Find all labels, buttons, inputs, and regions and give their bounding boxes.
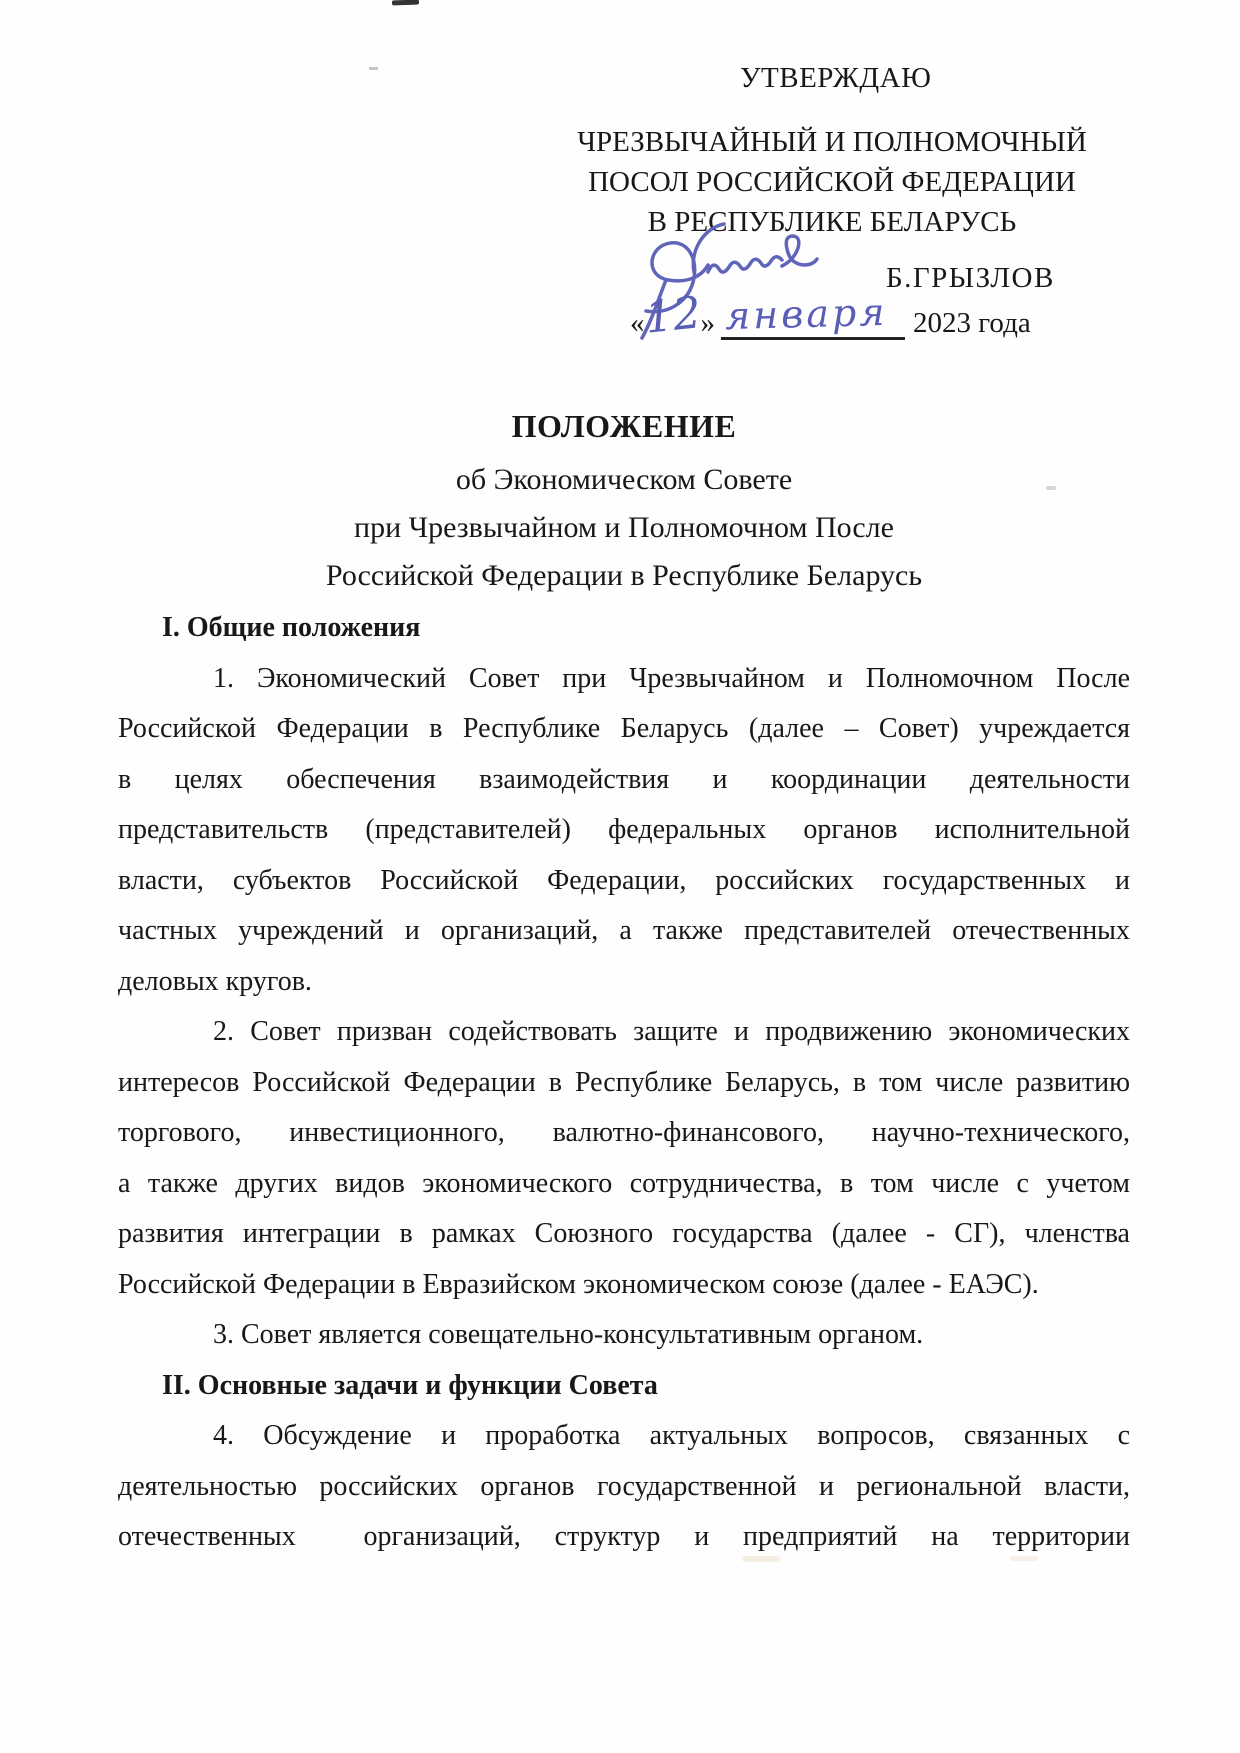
approver-title-line: В РЕСПУБЛИКЕ БЕЛАРУСЬ — [647, 206, 1017, 238]
document-line: отечественных организаций, структур и предприятий на территории — [118, 1521, 1130, 1552]
document-line: интересов Российской Федерации в Республике Беларусь, в том числе развитию — [118, 1066, 1130, 1098]
approver-title-line: ПОСОЛ РОССИЙСКОЙ ФЕДЕРАЦИИ — [588, 166, 1076, 198]
date-open-quote: « — [630, 307, 645, 339]
date-year-text: 2023 года — [913, 307, 1031, 339]
document-line: частных учреждений и организаций, а также представителей отечественных — [118, 915, 1130, 946]
document-line: развития интеграции в рамках Союзного государства (далее - СГ), членства — [118, 1218, 1130, 1249]
handwritten-month: января — [724, 289, 889, 339]
section-heading: II. Основные задачи и функции Совета — [162, 1369, 658, 1401]
document-line: торгового, инвестиционного, валютно-финансового, научно-технического, — [118, 1117, 1130, 1148]
signer-name: Б.ГРЫЗЛОВ — [886, 262, 1055, 294]
document-line: деятельностью российских органов государственной и региональной власти, — [118, 1470, 1130, 1502]
document-line: 2. Совет призван содействовать защите и продвижению экономических — [213, 1016, 1130, 1047]
document-line: 1. Экономический Совет при Чрезвычайном и Полномочном После — [213, 662, 1130, 694]
section-heading: I. Общие положения — [162, 612, 421, 643]
document-subtitle-line: при Чрезвычайном и Полномочном После — [354, 511, 894, 544]
document-line: 4. Обсуждение и проработка актуальных вопросов, связанных с — [213, 1420, 1130, 1451]
document-line: власти, субъектов Российской Федерации, российских государственных и — [118, 864, 1130, 896]
document-subtitle-line: Российской Федерации в Республике Беларусь — [325, 559, 923, 592]
document-line: 3. Совет является совещательно-консультативным органом. — [213, 1319, 924, 1350]
document-line: Российской Федерации в Евразийском экономическом союзе (далее - ЕАЭС). — [118, 1268, 1039, 1300]
document-line: Российской Федерации в Республике Беларусь (далее – Совет) учреждается — [118, 713, 1130, 744]
document-subtitle-line: об Экономическом Совете — [455, 463, 793, 496]
document-line: а также других видов экономического сотрудничества, в том числе с учетом — [118, 1167, 1130, 1199]
handwritten-day: 12 — [641, 287, 704, 344]
document-title-block — [118, 404, 1130, 600]
document-line: представительств (представителей) федеральных органов исполнительной — [118, 814, 1130, 845]
date-day-slot — [641, 287, 704, 344]
scan-artifact — [392, 0, 419, 5]
document-subtitle — [118, 456, 1130, 600]
approval-stamp-label: УТВЕРЖДАЮ — [740, 62, 932, 94]
approver-title-line: ЧРЕЗВЫЧАЙНЫЙ И ПОЛНОМОЧНЫЙ — [577, 126, 1087, 158]
document-line: в целях обеспечения взаимодействия и координации деятельности — [118, 763, 1130, 795]
approval-date-line — [630, 287, 1031, 344]
date-close-quote: » — [700, 307, 715, 339]
document-title: ПОЛОЖЕНИЕ — [511, 408, 737, 444]
document-body — [118, 603, 1130, 1563]
date-month-underline — [721, 289, 905, 340]
scan-artifact — [369, 67, 378, 70]
document-line: деловых кругов. — [118, 965, 312, 997]
